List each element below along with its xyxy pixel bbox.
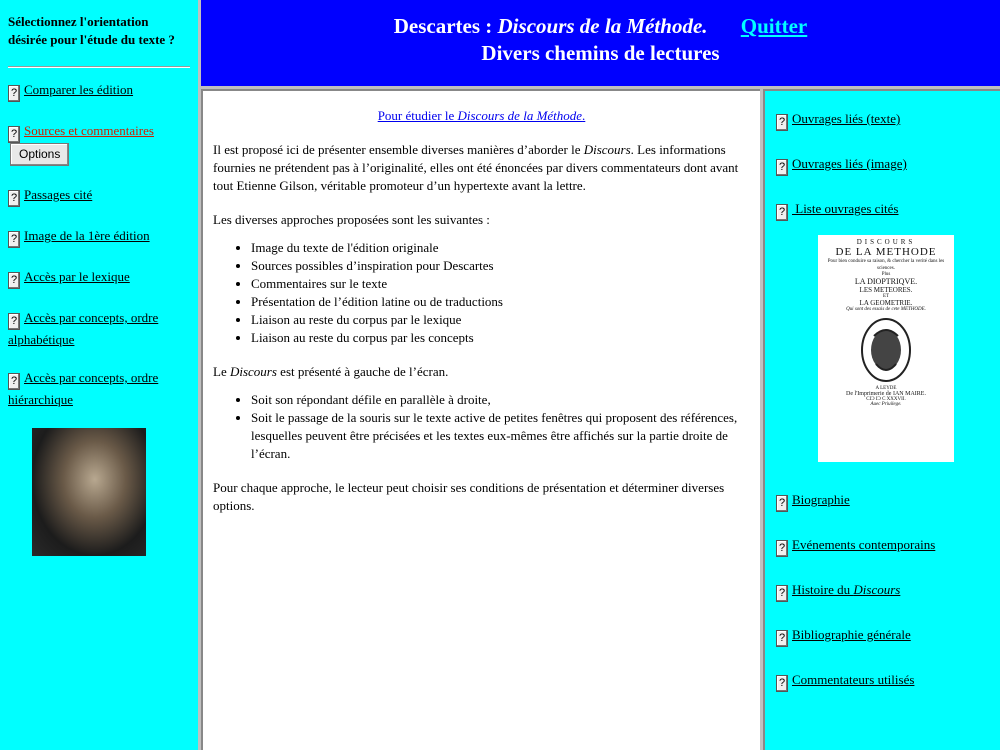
help-icon[interactable]: ? — [776, 114, 788, 131]
nav-link-sources[interactable]: Sources et commentaires — [24, 123, 154, 138]
link-biographie[interactable]: Biographie — [792, 492, 850, 507]
page-subtitle: Divers chemins de lectures — [481, 41, 720, 65]
link-ouvrages-texte[interactable]: Ouvrages liés (texte) — [792, 111, 901, 126]
list-item: • Liaison au reste du corpus par le lexique — [251, 311, 750, 329]
help-icon[interactable]: ? — [776, 540, 788, 557]
approaches-intro: Les diverses approches proposées sont les suivantes : — [213, 212, 490, 227]
right-item-commentateurs[interactable] — [776, 670, 1000, 692]
right-frame — [763, 89, 1000, 750]
header-frame — [201, 0, 1000, 86]
nav-item-concepts-alpha[interactable] — [8, 308, 190, 349]
list-item: • Sources possibles d’inspiration pour Descartes — [251, 257, 750, 275]
help-icon[interactable]: ? — [776, 204, 788, 221]
study-link[interactable]: Pour étudier le Discours de la Méthode. — [377, 108, 586, 123]
descartes-portrait — [32, 428, 146, 556]
help-icon[interactable]: ? — [8, 272, 20, 289]
nav-link-concepts-hier[interactable]: Accès par concepts, ordre hiérarchique — [8, 370, 159, 407]
help-icon[interactable]: ? — [776, 675, 788, 692]
link-bibliographie[interactable]: Bibliographie générale — [792, 627, 911, 642]
right-item-ouvrages-texte[interactable] — [776, 109, 1000, 131]
list-item: • Image du texte de l'édition originale — [251, 239, 750, 257]
help-icon[interactable]: ? — [8, 190, 20, 207]
quit-link[interactable]: Quitter — [740, 14, 808, 38]
help-icon[interactable]: ? — [776, 630, 788, 647]
title-page-image[interactable]: DISCOURS DE LA METHODE Pour bien conduire sa raison, & chercher la verité dans les sciences. Plus LA DIOPTRIQVE. LES METEORES. ET LA GEOMETRIE. Qui sont des essais de cete METHODE. A LEYDE De l'Imprimerie de IAN MAIRE. CIƆ IƆ C XXXVII. Auec Priuilege. — [818, 235, 954, 462]
nav-link-comparer[interactable]: Comparer les édition — [24, 82, 134, 97]
link-commentateurs[interactable]: Commentateurs utilisés — [792, 672, 915, 687]
link-histoire[interactable]: Histoire du Discours — [792, 582, 901, 597]
left-frame-title: Sélectionnez l'orientation désirée pour l'étude du texte ? — [8, 14, 175, 47]
title-work: Discours de la Méthode. — [497, 14, 708, 38]
help-icon[interactable]: ? — [8, 126, 20, 143]
right-item-biographie[interactable] — [776, 490, 1000, 512]
nav-item-lexique[interactable] — [8, 267, 190, 289]
nav-link-image-edition[interactable]: Image de la 1ère édition — [24, 228, 150, 243]
divider — [8, 66, 190, 68]
list-item: • Liaison au reste du corpus par les concepts — [251, 329, 750, 347]
nav-item-sources[interactable] — [8, 121, 190, 166]
nav-item-passages[interactable] — [8, 185, 190, 207]
nav-link-lexique[interactable]: Accès par le lexique — [24, 269, 130, 284]
link-ouvrages-image[interactable]: Ouvrages liés (image) — [792, 156, 907, 171]
right-item-ouvrages-image[interactable] — [776, 154, 1000, 176]
options-paragraph: Pour chaque approche, le lecteur peut choisir ses conditions de présentation et déterminer diverses options. — [213, 480, 725, 513]
right-item-bibliographie[interactable] — [776, 625, 1000, 647]
approaches-list — [213, 239, 750, 347]
help-icon[interactable]: ? — [8, 373, 20, 390]
presentation-list — [213, 391, 750, 463]
nav-item-comparer[interactable] — [8, 80, 190, 102]
help-icon[interactable]: ? — [8, 231, 20, 248]
help-icon[interactable]: ? — [776, 585, 788, 602]
study-link-paragraph — [213, 107, 750, 125]
printer-device-icon — [856, 316, 916, 384]
nav-item-concepts-hier[interactable] — [8, 368, 190, 409]
nav-link-passages[interactable]: Passages cité — [24, 187, 93, 202]
nav-item-image-edition[interactable] — [8, 226, 190, 248]
options-button[interactable]: Options — [10, 143, 69, 166]
list-item: • Présentation de l’édition latine ou de traductions — [251, 293, 750, 311]
right-item-liste-ouvrages[interactable] — [776, 199, 1000, 221]
link-liste-ouvrages[interactable]: Liste ouvrages cités — [792, 201, 899, 216]
right-item-histoire[interactable] — [776, 580, 1000, 602]
list-item: • Soit le passage de la souris sur le texte active de petites fenêtres qui proposent des références, lesquelles peuvent être précisées et les textes eux-mêmes être affichés sur la partie droite de l’écran. — [251, 409, 750, 463]
list-item: • Commentaires sur le texte — [251, 275, 750, 293]
help-icon[interactable]: ? — [8, 313, 20, 330]
left-navigation-frame — [0, 0, 198, 750]
nav-link-concepts-alpha[interactable]: Accès par concepts, ordre alphabétique — [8, 310, 159, 347]
help-icon[interactable]: ? — [8, 85, 20, 102]
link-evenements[interactable]: Evénements contemporains — [792, 537, 936, 552]
help-icon[interactable]: ? — [776, 159, 788, 176]
page-title: Descartes : Discours de la Méthode. Quitter — [393, 14, 808, 38]
help-icon[interactable]: ? — [776, 495, 788, 512]
presentation-paragraph: Le Discours est présenté à gauche de l’écran. — [213, 364, 449, 379]
right-item-evenements[interactable] — [776, 535, 1000, 557]
list-item: • Soit son répondant défile en parallèle à droite, — [251, 391, 750, 409]
intro-paragraph: Il est proposé ici de présenter ensemble diverses manières d’aborder le Discours. Les informations fournies ne prétendent pas à l’originalité, elles ont été énoncées par divers commentateurs dont avant tout Etienne Gilson, véritable promoteur d’un hypertexte avant la lettre. — [213, 142, 739, 193]
content-frame — [201, 89, 760, 750]
